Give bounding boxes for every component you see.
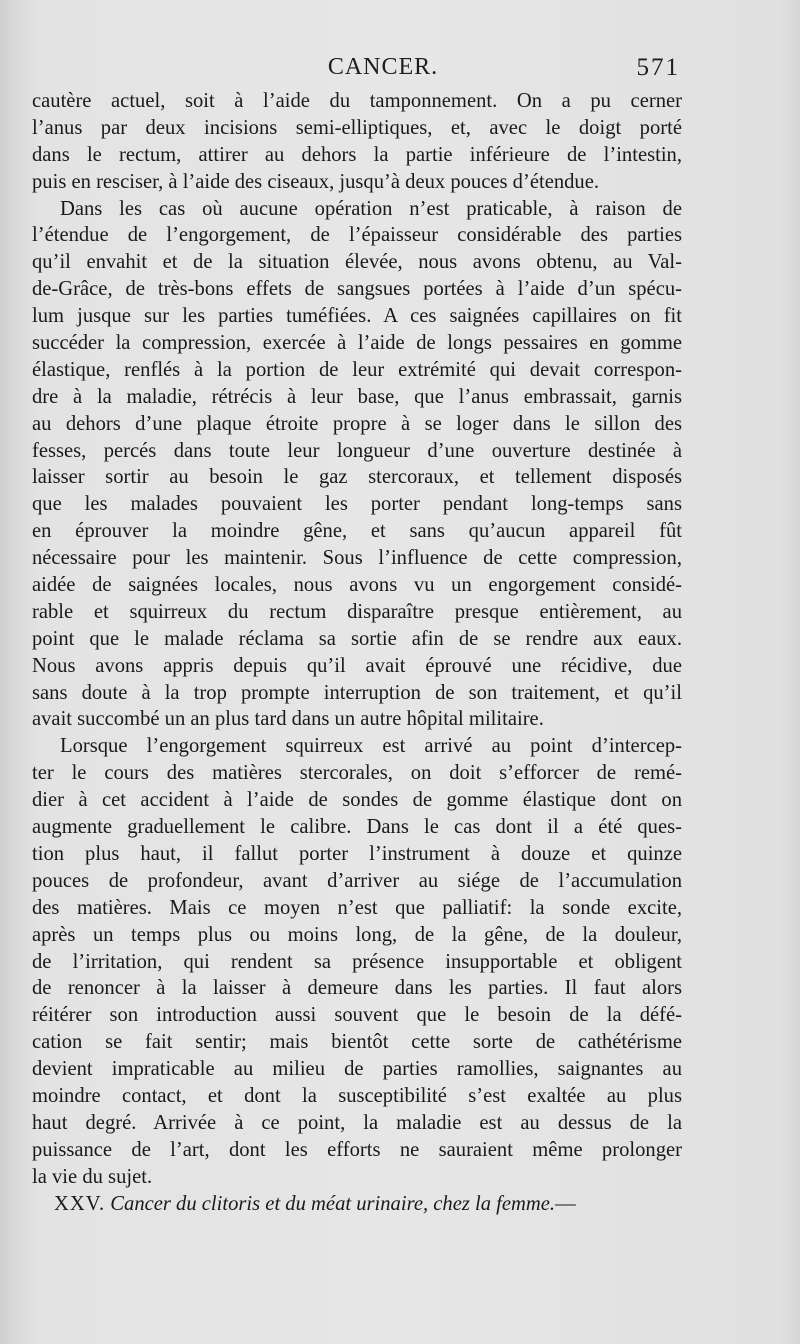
- text-line: puis en resciser, à l’aide des ciseaux, jusqu’à deux pouces d’étendue.: [32, 170, 600, 193]
- text-line: Lorsque l’engorgement squirreux est arrivé au point d’intercep-: [60, 735, 682, 758]
- text-line: de renoncer à la laisser à demeure dans les parties. Il faut alors: [32, 977, 682, 1000]
- text-line: tion plus haut, il fallut porter l’instrument à douze et quinze: [32, 842, 682, 865]
- section-heading: [32, 1191, 682, 1218]
- text-line: cation se fait sentir; mais bientôt cette sorte de cathétérisme: [32, 1031, 682, 1054]
- text-line: aidée de saignées locales, nous avons vu un engorgement considé-: [32, 574, 682, 597]
- text-line: rable et squirreux du rectum disparaître presque entièrement, au: [32, 600, 682, 623]
- text-line: lum jusque sur les parties tuméfiées. A ces saignées capillaires on fit: [32, 305, 682, 328]
- text-line: moindre contact, et dont la susceptibilité s’est exaltée au plus: [32, 1084, 682, 1107]
- text-line: ter le cours des matières stercorales, on doit s’efforcer de remé-: [32, 762, 682, 785]
- text-line: l’anus par deux incisions semi-elliptiques, et, avec le doigt porté: [32, 116, 682, 139]
- running-title: CANCER.: [327, 54, 439, 80]
- text-line: des matières. Mais ce moyen n’est que palliatif: la sonde excite,: [32, 896, 682, 919]
- text-line: dans le rectum, attirer au dehors la partie inférieure de l’intestin,: [32, 143, 682, 166]
- text-line: point que le malade réclama sa sortie afin de se rendre aux eaux.: [32, 627, 682, 650]
- section-number: XXV.: [54, 1192, 106, 1215]
- text-line: dier à cet accident à l’aide de sondes de gomme élastique dont on: [32, 789, 682, 812]
- text-line: cautère actuel, soit à l’aide du tamponnement. On a pu cerner: [32, 90, 682, 112]
- page-header: [30, 52, 680, 88]
- text-line: Dans les cas où aucune opération n’est praticable, à raison de: [60, 197, 682, 220]
- text-line: la vie du sujet.: [32, 1165, 153, 1188]
- text-line: nécessaire pour les maintenir. Sous l’influence de cette compression,: [32, 547, 682, 570]
- text-line: dre à la maladie, rétrécis à leur base, que l’anus embrassait, garnis: [32, 385, 682, 408]
- text-line: Nous avons appris depuis qu’il avait éprouvé une récidive, due: [32, 654, 682, 677]
- text-line: réitérer son introduction aussi souvent que le besoin de la défé-: [32, 1004, 682, 1027]
- text-line: l’étendue de l’engorgement, de l’épaisseur considérable des parties: [32, 224, 682, 247]
- text-line: succéder la compression, exercée à l’aide de longs pessaires en gomme: [32, 332, 682, 355]
- text-line: fesses, percés dans toute leur longueur d’une ouverture destinée à: [32, 439, 682, 462]
- section-title: Cancer du clitoris et du méat urinaire, chez la femme.: [110, 1192, 556, 1215]
- text-line: haut degré. Arrivée à ce point, la maladie est au dessus de la: [32, 1111, 682, 1134]
- text-line: augmente graduellement le calibre. Dans le cas dont il a été ques-: [32, 816, 682, 839]
- text-line: en éprouver la moindre gêne, et sans qu’aucun appareil fût: [32, 520, 682, 543]
- text-line: puissance de l’art, dont les efforts ne sauraient même prolonger: [32, 1138, 682, 1161]
- text-line: qu’il envahit et de la situation élevée, nous avons obtenu, au Val-: [32, 251, 682, 274]
- text-line: que les malades pouvaient les porter pendant long-temps sans: [32, 493, 682, 516]
- section-dash: —: [555, 1192, 576, 1215]
- text-line: après un temps plus ou moins long, de la gêne, de la douleur,: [32, 923, 682, 946]
- text-line: laisser sortir au besoin le gaz stercoraux, et tellement disposés: [32, 466, 682, 489]
- text-line: sans doute à la trop prompte interruption de son traitement, et qu’il: [32, 681, 682, 704]
- text-line: élastique, renflés à la portion de leur extrémité qui devait correspon-: [32, 358, 682, 381]
- text-line: de l’irritation, qui rendent sa présence insupportable et obligent: [32, 950, 682, 973]
- page-number: 571: [636, 54, 680, 81]
- text-line: pouces de profondeur, avant d’arriver au siége de l’accumulation: [32, 869, 682, 892]
- text-line: de-Grâce, de très-bons effets de sangsues portées à l’aide d’un spécu-: [32, 278, 682, 301]
- text-line: devient impraticable au milieu de parties ramollies, saignantes au: [32, 1058, 682, 1081]
- text-line: avait succombé un an plus tard dans un autre hôpital militaire.: [32, 708, 544, 731]
- body-text: [32, 88, 682, 1217]
- text-line: au dehors d’une plaque étroite propre à se loger dans le sillon des: [32, 412, 682, 435]
